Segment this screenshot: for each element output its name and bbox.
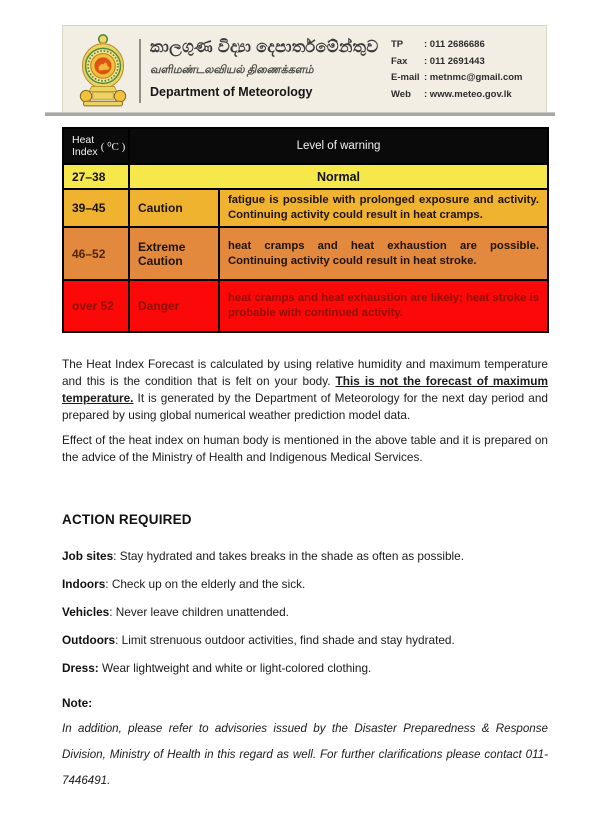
range-cell: over 52 <box>63 280 129 332</box>
para1-text: The Heat Index Forecast is calculated by using relative humidity and maximum temperature and this is the condition that is felt on your body. <box>62 357 548 388</box>
heat-index-header-line1: Heat <box>72 134 95 146</box>
action-item-vehicles <box>62 604 548 621</box>
contact-value: : metnmc@gmail.com <box>424 72 523 83</box>
level-of-warning-header-cell: Level of warning <box>129 128 548 164</box>
department-title-tamil: வளிமண்டலவியல் திணைக்களம் <box>150 64 314 76</box>
heat-index-header-cell <box>63 128 129 164</box>
letterhead-divider <box>139 39 141 103</box>
department-title-block <box>150 36 388 99</box>
sri-lanka-emblem-logo <box>78 33 128 109</box>
contact-value: : 011 2686686 <box>424 39 485 50</box>
heat-index-warning-table <box>62 127 549 333</box>
note-heading: Note: <box>62 696 93 710</box>
action-text: Wear lightweight and white or light-colored clothing. <box>98 661 372 675</box>
level-cell: Danger <box>129 280 219 332</box>
para1-text-after: It is generated by the Department of Meteorology for the next day period and prepared by using global numerical weather prediction model data. <box>62 391 548 422</box>
action-label: Vehicles <box>62 605 110 619</box>
level-cell: Extreme Caution <box>129 227 219 280</box>
note-text: In addition, please refer to advisories issued by the Disaster Preparedness & Response Division, Ministry of Health in this regard as well. For further clarifications please contact 011-7446491. <box>62 722 548 787</box>
range-cell: 46–52 <box>63 227 129 280</box>
range-cell: 39–45 <box>63 189 129 227</box>
contact-label: TP <box>391 39 404 50</box>
table-row-extreme-caution <box>63 227 548 280</box>
forecast-explanation-paragraph <box>62 356 548 424</box>
contact-label: Web <box>391 88 411 100</box>
description-cell: fatigue is possible with prolonged exposure and activity. Continuing activity could result in heat cramps. <box>219 189 548 227</box>
contact-row-web <box>391 87 543 104</box>
document-body <box>62 356 548 794</box>
contact-label: E-mail <box>391 72 420 83</box>
action-text: : Never leave children unattended. <box>109 605 289 619</box>
contact-block <box>391 37 543 103</box>
contact-row-tp <box>391 37 543 54</box>
action-item-indoors <box>62 576 548 593</box>
heat-index-header-line2: Index <box>72 146 98 158</box>
description-cell: heat cramps and heat exhaustion are likely; heat stroke is probable with continued activity. <box>219 280 548 332</box>
action-label: Outdoors <box>62 633 116 647</box>
table-row-normal <box>63 164 548 189</box>
contact-row-fax <box>391 54 543 71</box>
contact-label: Fax <box>391 55 408 67</box>
contact-value: : www.meteo.gov.lk <box>424 88 512 100</box>
action-text: : Stay hydrated and takes breaks in the shade as often as possible. <box>113 549 464 563</box>
action-label: Dress: <box>62 661 99 675</box>
letterhead-bottom-rule <box>45 112 555 116</box>
description-cell: heat cramps and heat exhaustion are possible. Continuing activity could result in heat stroke. <box>219 227 548 280</box>
department-title-sinhala: කාලගුණ විද්‍යා දෙපාර්තමේන්තුව <box>150 38 379 56</box>
action-text: : Limit strenuous outdoor activities, find shade and stay hydrated. <box>115 633 455 647</box>
table-row-caution <box>63 189 548 227</box>
action-label: Job sites <box>62 549 114 563</box>
contact-value: : 011 2691443 <box>424 55 485 67</box>
range-cell: 27–38 <box>63 164 129 189</box>
action-required-heading: ACTION REQUIRED <box>62 512 192 527</box>
health-advice-paragraph: Effect of the heat index on human body is mentioned in the above table and it is prepared on the advice of the Ministry of Health and Indigenous Medical Services. <box>62 433 548 464</box>
table-header-row <box>63 128 548 164</box>
level-cell: Caution <box>129 189 219 227</box>
level-cell: Normal <box>129 164 548 189</box>
table-row-danger <box>63 280 548 332</box>
action-item-dress <box>62 660 548 677</box>
department-title-english: Department of Meteorology <box>150 85 313 99</box>
para1-emphasis: This is not the forecast of maximum temperature. <box>62 374 548 405</box>
action-label: Indoors <box>62 577 106 591</box>
action-item-outdoors <box>62 632 548 649</box>
action-list <box>62 548 548 677</box>
action-text: : Check up on the elderly and the sick. <box>105 577 306 591</box>
heat-index-unit: ( ⁰C ) <box>100 140 126 153</box>
action-item-job-sites <box>62 548 548 565</box>
letterhead-panel <box>62 25 547 113</box>
contact-row-email <box>391 70 543 87</box>
